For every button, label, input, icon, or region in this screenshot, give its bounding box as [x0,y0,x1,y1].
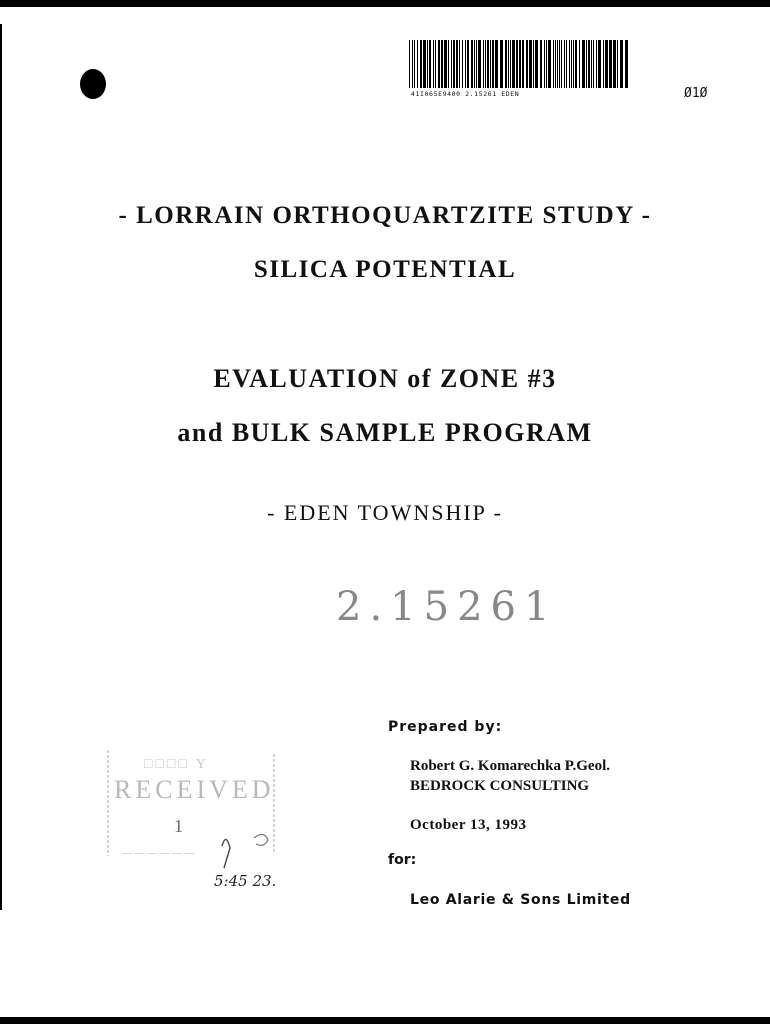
received-stamp-text: RECEIVED [114,775,275,804]
barcode-bar-27 [487,40,489,88]
barcode-bar-20 [467,40,469,88]
barcode-bar-29 [492,40,494,88]
client-name: Leo Alarie & Sons Limited [410,892,631,908]
barcode-bar-7 [429,40,431,88]
barcode-text: 41I065E9400 2.15261 EDEN [411,90,520,98]
barcode-bar-44 [544,40,545,88]
barcode-bar-56 [573,40,574,88]
barcode-bar-24 [478,40,481,88]
barcode-bar-50 [559,40,560,88]
barcode-bar-11 [441,40,443,88]
barcode-bar-41 [533,40,534,88]
barcode-bar-2 [414,40,415,88]
barcode-bar-67 [605,40,608,88]
barcode-bar-12 [444,40,447,88]
svg-text:1: 1 [174,816,183,836]
barcode-bar-34 [510,40,511,88]
barcode-bar-64 [596,40,597,88]
barcode-bar-66 [603,40,604,88]
top-scan-border [0,0,770,7]
barcode-bar-5 [423,40,426,88]
barcode-bar-51 [561,40,562,88]
barcode-bar-3 [417,40,418,88]
svg-text:— — — — — —: — — — — — — [122,848,195,859]
barcode-bar-70 [617,40,618,88]
received-stamp-annotation: 5:45 23. [214,872,277,890]
barcode-bar-52 [564,40,565,88]
barcode-bar-49 [557,40,558,88]
barcode-bar-32 [505,40,507,88]
punch-hole [80,69,106,99]
barcode-bar-19 [465,40,466,88]
barcode-bar-17 [459,40,460,88]
file-number-stamp: 2.15261 [336,584,558,630]
barcode-bar-43 [540,40,542,88]
barcode-bar-40 [529,40,532,88]
svg-text:□□□□ Y: □□□□ Y [144,757,209,772]
barcode-bar-72 [625,40,628,88]
barcode-bar-69 [613,40,616,88]
title-study: - LORRAIN ORTHOQUARTZITE STUDY - [118,202,652,229]
barcode-bar-38 [522,40,524,88]
barcode-bar-68 [609,40,612,88]
barcode-bar-28 [490,40,491,88]
barcode-bar-39 [526,40,528,88]
barcode-bar-71 [620,40,623,88]
for-label: for: [388,852,417,868]
barcode-bar-60 [586,40,587,88]
author-name: Robert G. Komarechka P.Geol. [410,758,610,774]
title-silica: SILICA POTENTIAL [253,256,517,283]
barcode-bar-35 [512,40,515,88]
barcode-bar-18 [462,40,463,88]
received-stamp [104,746,304,896]
barcode-bar-16 [456,40,458,88]
barcode-bar-8 [433,40,434,88]
barcode-bar-42 [535,40,538,88]
company-name: BEDROCK CONSULTING [410,778,590,794]
barcode-bar-14 [451,40,452,88]
prepared-by-label: Prepared by: [388,719,503,735]
barcode-bar-63 [593,40,594,88]
title-evaluation: EVALUATION of ZONE #3 [213,364,557,393]
barcode-bar-37 [519,40,521,88]
barcode-bar-26 [485,40,486,88]
barcode-bar-23 [476,40,477,88]
barcode-bar-25 [483,40,484,88]
barcode-bar-46 [548,40,551,88]
barcode-bar-30 [495,40,498,88]
barcode-bar-47 [553,40,554,88]
barcode-bar-31 [500,40,503,88]
barcode-bar-6 [427,40,428,88]
barcode-bar-10 [438,40,440,88]
barcode-bar-61 [588,40,590,88]
barcode-bar-59 [582,40,585,88]
report-date: October 13, 1993 [410,817,527,833]
barcode-bar-21 [471,40,473,88]
barcode-bar-9 [435,40,436,88]
barcode-bar-65 [598,40,601,88]
barcode-bar-48 [555,40,556,88]
barcode-bar-0 [409,40,410,88]
barcode-bar-62 [591,40,592,88]
barcode-bar-55 [571,40,572,88]
barcode-bar-15 [453,40,455,88]
barcode-bar-36 [516,40,518,88]
barcode [409,40,629,88]
barcode-bar-53 [566,40,567,88]
barcode-bar-22 [474,40,475,88]
title-bulk-sample: and BULK SAMPLE PROGRAM [177,418,593,447]
title-township: - EDEN TOWNSHIP - [267,500,503,525]
barcode-bar-54 [569,40,570,88]
barcode-bar-45 [546,40,547,88]
left-scan-edge [0,24,2,910]
barcode-bar-33 [508,40,509,88]
barcode-bar-4 [420,40,422,88]
page-code: Ø1Ø [684,86,708,101]
barcode-bar-57 [575,40,577,88]
bottom-scan-border [0,1017,770,1024]
barcode-bar-58 [579,40,580,88]
barcode-bar-13 [448,40,449,88]
barcode-bar-1 [412,40,413,88]
